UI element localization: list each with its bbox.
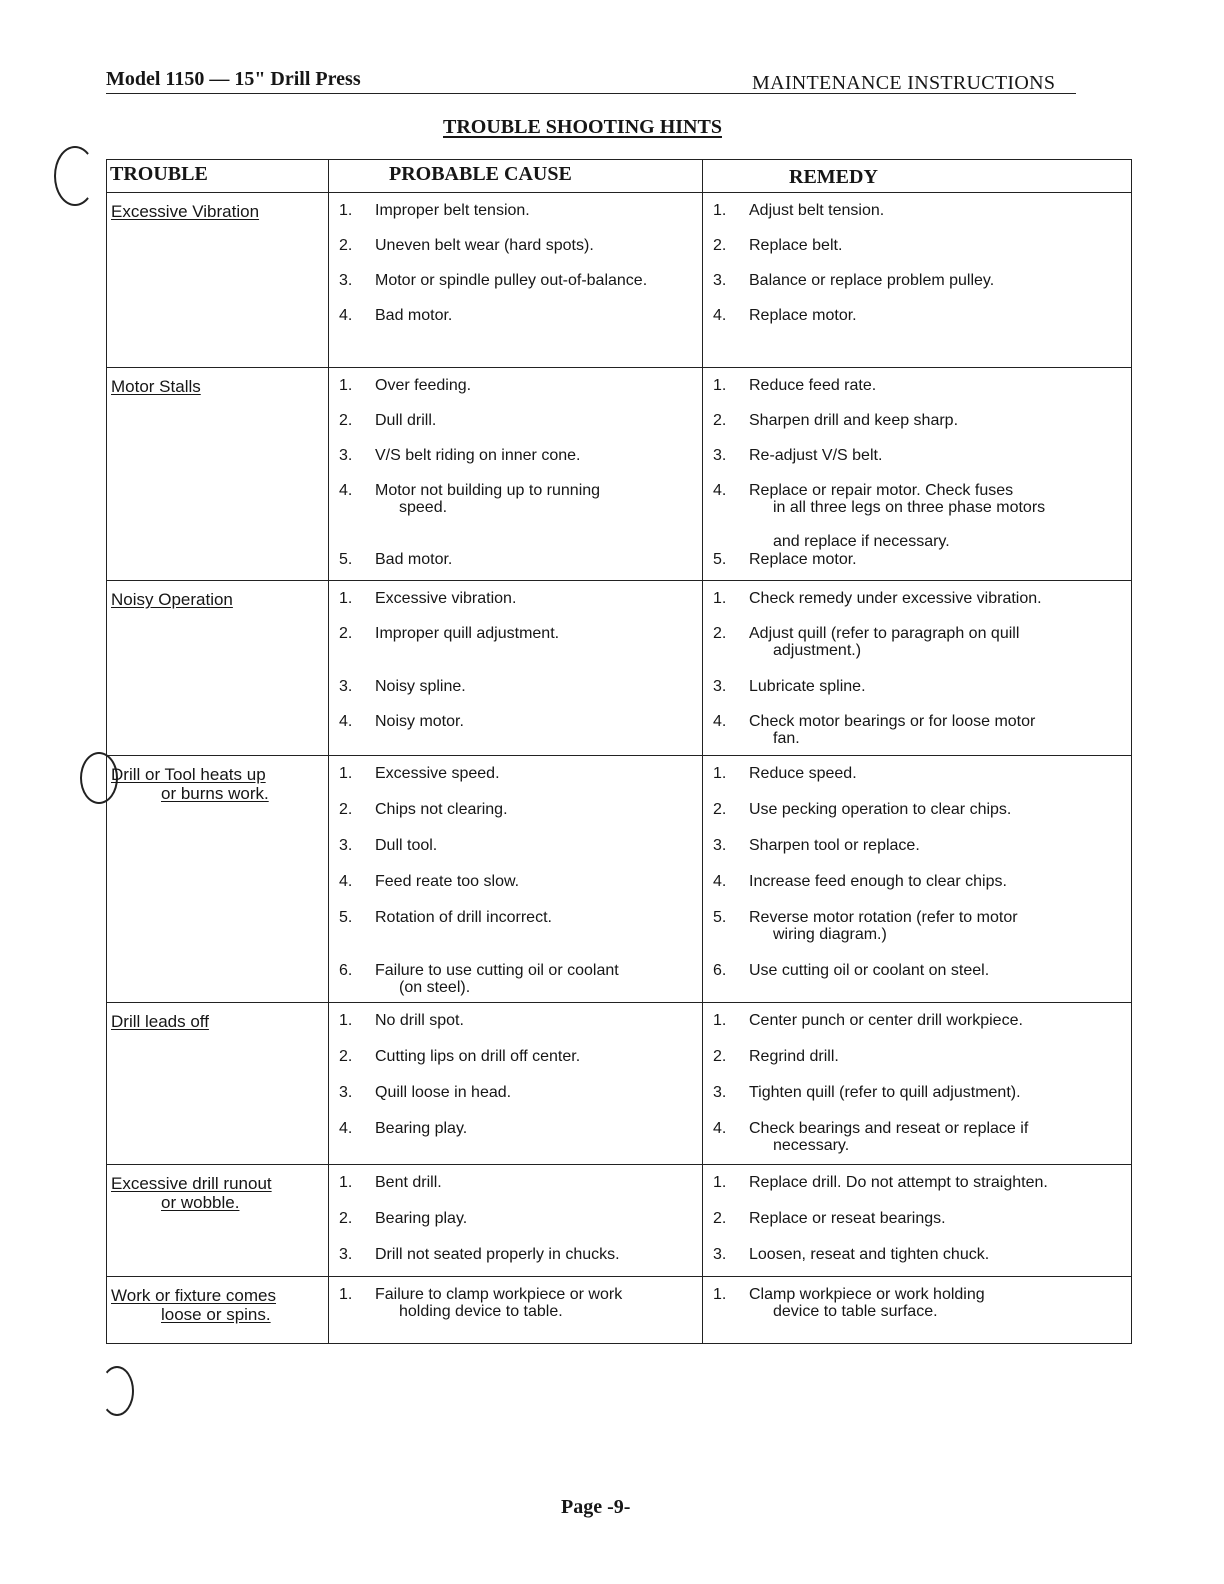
cause-text-line: Failure to clamp workpiece or work <box>375 1286 623 1303</box>
cause-text <box>375 377 702 412</box>
cause-item <box>329 237 702 272</box>
remedy-number: 2. <box>713 1210 727 1227</box>
trouble-cell <box>107 1165 329 1276</box>
cause-item <box>329 482 702 551</box>
cause-text-line: holding device to table. <box>399 1303 563 1320</box>
remedy-text <box>749 447 1131 482</box>
remedy-text <box>749 272 1131 307</box>
cause-number: 4. <box>339 482 353 499</box>
remedy-item <box>703 412 1131 447</box>
cause-text-line: Failure to use cutting oil or coolant <box>375 962 619 979</box>
cause-item <box>329 1174 702 1210</box>
remedy-number: 1. <box>713 590 727 607</box>
cause-number: 2. <box>339 412 353 429</box>
header-rule <box>106 93 1076 94</box>
remedy-text <box>749 1286 1131 1341</box>
cause-text-line: Bent drill. <box>375 1174 442 1191</box>
remedy-item <box>703 625 1131 678</box>
cause-item <box>329 272 702 307</box>
remedy-text <box>749 590 1131 625</box>
cause-text <box>375 1286 702 1341</box>
remedy-number: 4. <box>713 1120 727 1137</box>
cause-text-line: Feed reate too slow. <box>375 873 520 890</box>
remedy-text-line: Check remedy under excessive vibration. <box>749 590 1042 607</box>
cause-number: 2. <box>339 1048 353 1065</box>
remedy-number: 1. <box>713 202 727 219</box>
cause-item <box>329 412 702 447</box>
cause-number: 1. <box>339 765 353 782</box>
cause-number: 5. <box>339 551 353 568</box>
remedy-text <box>749 909 1131 962</box>
cause-text-line: Bearing play. <box>375 1120 468 1137</box>
cause-text-line: Noisy spline. <box>375 678 466 695</box>
remedy-number: 3. <box>713 447 727 464</box>
cause-text-line: Motor or spindle pulley out-of-balance. <box>375 272 648 289</box>
cause-number: 2. <box>339 1210 353 1227</box>
remedy-number: 3. <box>713 1246 727 1263</box>
remedy-number: 2. <box>713 1048 727 1065</box>
trouble-text: Excessive Vibration <box>111 202 260 221</box>
trouble-cell <box>107 368 329 580</box>
cause-item <box>329 1210 702 1246</box>
cause-text <box>375 412 702 447</box>
table-body <box>107 193 1131 1343</box>
remedy-text-line: and replace if necessary. <box>773 533 950 550</box>
remedy-text <box>749 678 1131 713</box>
remedy-number: 6. <box>713 962 727 979</box>
cause-item <box>329 307 702 342</box>
remedy-item <box>703 272 1131 307</box>
binder-hole-bottom <box>100 1366 134 1416</box>
trouble-cell <box>107 1003 329 1164</box>
cause-item <box>329 873 702 909</box>
cause-text <box>375 202 702 237</box>
remedy-item <box>703 237 1131 272</box>
cause-number: 2. <box>339 237 353 254</box>
cause-number: 5. <box>339 909 353 926</box>
remedy-text-line: Replace motor. <box>749 551 857 568</box>
cause-text-line: Dull drill. <box>375 412 437 429</box>
remedy-text-line: Check bearings and reseat or replace if <box>749 1120 1029 1137</box>
remedy-item <box>703 765 1131 801</box>
column-header-probable-cause: PROBABLE CAUSE <box>329 160 703 192</box>
remedy-text-line: fan. <box>773 730 800 747</box>
cause-text <box>375 678 702 713</box>
cause-text-line: Over feeding. <box>375 377 472 394</box>
remedy-number: 3. <box>713 678 727 695</box>
remedy-item <box>703 377 1131 412</box>
cause-text <box>375 590 702 625</box>
remedy-text <box>749 765 1131 801</box>
remedy-text-line: Replace motor. <box>749 307 857 324</box>
column-header-remedy: REMEDY <box>789 166 878 188</box>
remedy-text <box>749 202 1131 237</box>
cause-number: 3. <box>339 837 353 854</box>
remedy-text-line: Use pecking operation to clear chips. <box>749 801 1012 818</box>
remedy-cell <box>703 368 1131 580</box>
remedy-text-line: Replace or repair motor. Check fuses <box>749 482 1014 499</box>
remedy-text <box>749 307 1131 342</box>
cause-text <box>375 1210 702 1246</box>
cause-text <box>375 1084 702 1120</box>
cause-number: 3. <box>339 272 353 289</box>
remedy-item <box>703 1210 1131 1246</box>
cause-item <box>329 1286 702 1341</box>
cause-item <box>329 1012 702 1048</box>
remedy-number: 1. <box>713 1012 727 1029</box>
cause-text-line: speed. <box>399 499 448 516</box>
remedy-text <box>749 801 1131 837</box>
cause-text <box>375 237 702 272</box>
remedy-number: 3. <box>713 272 727 289</box>
remedy-text-line: Adjust quill (refer to paragraph on quill <box>749 625 1020 642</box>
cause-text-line: Uneven belt wear (hard spots). <box>375 237 594 254</box>
cause-text-line: Drill not seated properly in chucks. <box>375 1246 620 1263</box>
remedy-text-line: necessary. <box>773 1137 850 1154</box>
remedy-text-line: Adjust belt tension. <box>749 202 885 219</box>
remedy-item <box>703 1286 1131 1341</box>
trouble-cell <box>107 1277 329 1343</box>
cause-text-line: Cutting lips on drill off center. <box>375 1048 581 1065</box>
cause-text <box>375 873 702 909</box>
remedy-text-line: in all three legs on three phase motors <box>773 499 1046 516</box>
trouble-text: Motor Stalls <box>111 377 201 396</box>
probable-cause-cell <box>329 193 703 367</box>
cause-item <box>329 377 702 412</box>
cause-text <box>375 625 702 678</box>
cause-item <box>329 837 702 873</box>
probable-cause-cell <box>329 756 703 1002</box>
remedy-number: 2. <box>713 801 727 818</box>
cause-text-line: Improper quill adjustment. <box>375 625 560 642</box>
remedy-text-line: Regrind drill. <box>749 1048 839 1065</box>
cause-text-line: (on steel). <box>399 979 471 996</box>
trouble-text: Noisy Operation <box>111 590 233 609</box>
remedy-number: 3. <box>713 1084 727 1101</box>
remedy-text <box>749 1048 1131 1084</box>
trouble-section <box>107 193 1131 368</box>
page-title: TROUBLE SHOOTING HINTS <box>443 116 722 138</box>
remedy-text-line: Reduce feed rate. <box>749 377 877 394</box>
trouble-section <box>107 1003 1131 1165</box>
cause-item <box>329 909 702 962</box>
cause-text <box>375 307 702 342</box>
remedy-text <box>749 1084 1131 1120</box>
remedy-text-line: Reverse motor rotation (refer to motor <box>749 909 1018 926</box>
page-number: Page -9- <box>561 1496 631 1518</box>
remedy-text-line: Tighten quill (refer to quill adjustment). <box>749 1084 1021 1101</box>
remedy-cell <box>703 1277 1131 1343</box>
remedy-text-line: Replace belt. <box>749 237 843 254</box>
trouble-section <box>107 1165 1131 1277</box>
remedy-text <box>749 377 1131 412</box>
cause-number: 3. <box>339 447 353 464</box>
trouble-section <box>107 581 1131 756</box>
remedy-number: 5. <box>713 551 727 568</box>
cause-item <box>329 1048 702 1084</box>
cause-number: 4. <box>339 713 353 730</box>
cause-number: 2. <box>339 801 353 818</box>
remedy-text-line: Sharpen drill and keep sharp. <box>749 412 959 429</box>
remedy-number: 1. <box>713 765 727 782</box>
cause-item <box>329 1084 702 1120</box>
remedy-cell <box>703 581 1131 755</box>
cause-number: 1. <box>339 1012 353 1029</box>
cause-text <box>375 909 702 962</box>
cause-text-line: Excessive speed. <box>375 765 500 782</box>
remedy-text <box>749 625 1131 678</box>
cause-number: 1. <box>339 590 353 607</box>
remedy-text-line: Loosen, reseat and tighten chuck. <box>749 1246 990 1263</box>
remedy-number: 1. <box>713 1174 727 1191</box>
remedy-number: 4. <box>713 713 727 730</box>
cause-text-line: No drill spot. <box>375 1012 464 1029</box>
binder-hole-top <box>54 146 96 206</box>
trouble-text: or burns work. <box>161 784 269 803</box>
trouble-text: or wobble. <box>161 1193 240 1212</box>
cause-text-line: Excessive vibration. <box>375 590 517 607</box>
probable-cause-cell <box>329 581 703 755</box>
probable-cause-cell <box>329 1003 703 1164</box>
cause-number: 1. <box>339 1286 353 1303</box>
cause-item <box>329 801 702 837</box>
cause-item <box>329 678 702 713</box>
remedy-number: 1. <box>713 377 727 394</box>
remedy-text-line: Use cutting oil or coolant on steel. <box>749 962 990 979</box>
column-header-trouble: TROUBLE <box>107 160 329 192</box>
remedy-text-line: adjustment.) <box>773 642 862 659</box>
cause-number: 1. <box>339 377 353 394</box>
cause-text-line: Chips not clearing. <box>375 801 508 818</box>
remedy-text-line: Increase feed enough to clear chips. <box>749 873 1007 890</box>
remedy-text-line: Reduce speed. <box>749 765 857 782</box>
header-section: MAINTENANCE INSTRUCTIONS <box>752 72 1056 94</box>
remedy-text-line: wiring diagram.) <box>773 926 887 943</box>
cause-text <box>375 482 702 551</box>
remedy-text <box>749 482 1131 551</box>
trouble-section <box>107 1277 1131 1343</box>
cause-number: 3. <box>339 1246 353 1263</box>
cause-text <box>375 272 702 307</box>
cause-text <box>375 1174 702 1210</box>
cause-text-line: Improper belt tension. <box>375 202 530 219</box>
remedy-number: 2. <box>713 625 727 642</box>
cause-number: 3. <box>339 678 353 695</box>
remedy-number: 5. <box>713 909 727 926</box>
cause-text-line: Noisy motor. <box>375 713 464 730</box>
remedy-text-line: Center punch or center drill workpiece. <box>749 1012 1023 1029</box>
remedy-text-line: Replace drill. Do not attempt to straighten. <box>749 1174 1048 1191</box>
cause-text <box>375 837 702 873</box>
cause-item <box>329 202 702 237</box>
remedy-cell <box>703 1165 1131 1276</box>
cause-text-line: Bad motor. <box>375 551 453 568</box>
remedy-item <box>703 1084 1131 1120</box>
remedy-item <box>703 1174 1131 1210</box>
troubleshooting-table <box>106 159 1132 1344</box>
remedy-text-line: device to table surface. <box>773 1303 938 1320</box>
cause-text <box>375 447 702 482</box>
cause-number: 6. <box>339 962 353 979</box>
remedy-text-line: Re-adjust V/S belt. <box>749 447 883 464</box>
remedy-item <box>703 678 1131 713</box>
cause-text-line: Quill loose in head. <box>375 1084 512 1101</box>
remedy-text <box>749 837 1131 873</box>
cause-item <box>329 447 702 482</box>
cause-text-line: Rotation of drill incorrect. <box>375 909 552 926</box>
remedy-item <box>703 482 1131 551</box>
remedy-item <box>703 837 1131 873</box>
header-model: Model 1150 — 15" Drill Press <box>106 68 361 90</box>
table-header-row <box>107 160 1131 193</box>
cause-item <box>329 625 702 678</box>
remedy-item <box>703 202 1131 237</box>
remedy-text <box>749 1012 1131 1048</box>
trouble-text: Work or fixture comes <box>111 1286 277 1305</box>
probable-cause-cell <box>329 1277 703 1343</box>
trouble-text: Excessive drill runout <box>111 1174 272 1193</box>
remedy-item <box>703 801 1131 837</box>
trouble-cell <box>107 581 329 755</box>
remedy-cell <box>703 193 1131 367</box>
trouble-text: Drill leads off <box>111 1012 209 1031</box>
trouble-text: loose or spins. <box>161 1305 271 1324</box>
remedy-text <box>749 237 1131 272</box>
cause-text <box>375 1012 702 1048</box>
remedy-item <box>703 447 1131 482</box>
remedy-number: 3. <box>713 837 727 854</box>
cause-text <box>375 1048 702 1084</box>
cause-text-line: Bad motor. <box>375 307 453 324</box>
remedy-text <box>749 1174 1131 1210</box>
cause-item <box>329 765 702 801</box>
remedy-text-line: Replace or reseat bearings. <box>749 1210 946 1227</box>
remedy-text <box>749 412 1131 447</box>
remedy-number: 4. <box>713 307 727 324</box>
remedy-text-line: Balance or replace problem pulley. <box>749 272 995 289</box>
remedy-text-line: Sharpen tool or replace. <box>749 837 920 854</box>
remedy-text <box>749 1210 1131 1246</box>
remedy-number: 1. <box>713 1286 727 1303</box>
cause-item <box>329 590 702 625</box>
cause-number: 4. <box>339 873 353 890</box>
cause-text-line: Dull tool. <box>375 837 438 854</box>
remedy-item <box>703 909 1131 962</box>
cause-number: 4. <box>339 307 353 324</box>
cause-text <box>375 765 702 801</box>
remedy-text <box>749 873 1131 909</box>
cause-text-line: Motor not building up to running <box>375 482 601 499</box>
trouble-text: Drill or Tool heats up <box>111 765 266 784</box>
trouble-cell <box>107 193 329 367</box>
trouble-cell <box>107 756 329 1002</box>
remedy-number: 4. <box>713 873 727 890</box>
cause-text-line: Bearing play. <box>375 1210 468 1227</box>
remedy-item <box>703 307 1131 342</box>
cause-text <box>375 801 702 837</box>
remedy-text-line: Clamp workpiece or work holding <box>749 1286 985 1303</box>
remedy-cell <box>703 756 1131 1002</box>
remedy-cell <box>703 1003 1131 1164</box>
remedy-item <box>703 590 1131 625</box>
cause-text-line: V/S belt riding on inner cone. <box>375 447 581 464</box>
remedy-text-line: Lubricate spline. <box>749 678 866 695</box>
probable-cause-cell <box>329 368 703 580</box>
remedy-number: 4. <box>713 482 727 499</box>
probable-cause-cell <box>329 1165 703 1276</box>
cause-number: 1. <box>339 1174 353 1191</box>
remedy-item <box>703 873 1131 909</box>
remedy-text-line: Check motor bearings or for loose motor <box>749 713 1036 730</box>
remedy-item <box>703 1048 1131 1084</box>
cause-number: 4. <box>339 1120 353 1137</box>
trouble-section <box>107 756 1131 1003</box>
cause-number: 1. <box>339 202 353 219</box>
cause-number: 3. <box>339 1084 353 1101</box>
remedy-number: 2. <box>713 237 727 254</box>
cause-number: 2. <box>339 625 353 642</box>
trouble-section <box>107 368 1131 581</box>
remedy-item <box>703 1012 1131 1048</box>
remedy-number: 2. <box>713 412 727 429</box>
